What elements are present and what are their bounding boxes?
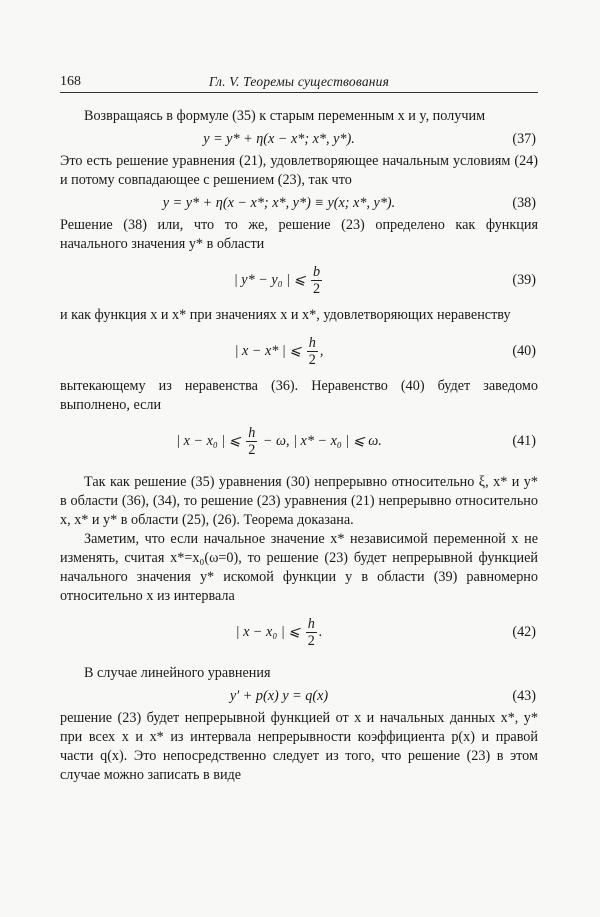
- paragraph-5: вытекающему из неравенства (36). Неравенство (40) будет заведомо выполнено, если: [60, 378, 538, 413]
- equation-42-left: | x − x₀ | ⩽: [235, 624, 301, 640]
- equation-42-denominator: 2: [307, 633, 315, 650]
- equation-37-formula: y = y* + η(x − x*; x*, y*).: [203, 131, 355, 147]
- equation-40-right: ,: [319, 343, 324, 359]
- equation-41: [60, 417, 538, 465]
- equation-41-fraction: [246, 425, 257, 458]
- book-page: [60, 72, 538, 785]
- equation-43: [60, 685, 538, 707]
- paragraph-6: Так как решение (35) уравнения (30) непрерывно относительно ξ, x* и y* в области (36), (34), то решение (23) уравнения (21) непрерывно относительно x, x* и y* в области (25), (26). Теорема доказана.: [60, 474, 538, 528]
- equation-42: [60, 608, 538, 656]
- equation-40-formula: [60, 327, 498, 375]
- page-number: 168: [60, 74, 81, 89]
- equation-39-formula: [60, 256, 498, 304]
- equation-38: [60, 192, 538, 214]
- running-title: Гл. V. Теоремы существования: [208, 74, 390, 89]
- paragraph-9: решение (23) будет непрерывной функцией от x и начальных данных x*, y* при всех x и x* из интервала непрерывности коэффициента p(x) и правой части q(x). Это непосредственно следует из того, что решение (23) в этом случае можно записать в виде: [60, 710, 538, 783]
- paragraph-1: Возвращаясь в формуле (35) к старым переменным x и y, получим: [84, 108, 486, 124]
- equation-39-numerator: b: [313, 264, 321, 281]
- equation-39-denominator: 2: [313, 281, 321, 298]
- equation-37: [60, 128, 538, 150]
- equation-43-formula: y′ + p(x) y = q(x): [229, 688, 329, 704]
- equation-39-fraction: [311, 264, 322, 297]
- equation-38-formula: y = y* + η(x − x*; x*, y*) ≡ y(x; x*, y*).: [162, 195, 396, 211]
- equation-39: [60, 256, 538, 304]
- equation-37-number: (37): [512, 131, 536, 147]
- paragraph-3: Решение (38) или, что то же, решение (23) определено как функция начального значения y* в области: [60, 217, 538, 252]
- equation-39-left: | y* − y₀ | ⩽: [233, 272, 306, 288]
- page-header: [60, 72, 538, 93]
- equation-42-formula: [60, 608, 498, 656]
- equation-43-number: (43): [512, 688, 536, 704]
- paragraph-7: Заметим, что если начальное значение x* независимой переменной x не изменять, считая x*=x₀(ω=0), то решение (23) будет непрерывной функцией начального значения y* искомой функции y в области (39) равномерно относительно x из интервала: [60, 531, 538, 604]
- equation-40-denominator: 2: [308, 352, 316, 369]
- equation-42-right: .: [318, 624, 323, 640]
- equation-41-right: − ω, | x* − x₀ | ⩽ ω.: [262, 433, 382, 449]
- equation-39-number: (39): [512, 272, 536, 288]
- equation-41-number: (41): [512, 433, 536, 449]
- equation-41-numerator: h: [248, 425, 256, 442]
- equation-41-formula: [60, 417, 498, 465]
- equation-41-left: | x − x₀ | ⩽: [176, 433, 241, 449]
- equation-42-numerator: h: [307, 616, 315, 633]
- equation-40-numerator: h: [308, 335, 316, 352]
- equation-42-fraction: [306, 616, 317, 649]
- equation-40-left: | x − x* | ⩽: [234, 343, 302, 359]
- equation-38-number: (38): [512, 195, 536, 211]
- paragraph-2: Это есть решение уравнения (21), удовлетворяющее начальным условиям (24) и потому совпадающее с решением (23), так что: [60, 153, 538, 188]
- paragraph-4: и как функция x и x* при значениях x и x*, удовлетворяющих неравенству: [60, 307, 511, 323]
- equation-42-number: (42): [512, 624, 536, 640]
- equation-40-number: (40): [512, 343, 536, 359]
- paragraph-8: В случае линейного уравнения: [84, 665, 271, 681]
- equation-40: [60, 327, 538, 375]
- equation-40-fraction: [307, 335, 318, 368]
- equation-41-denominator: 2: [248, 442, 256, 459]
